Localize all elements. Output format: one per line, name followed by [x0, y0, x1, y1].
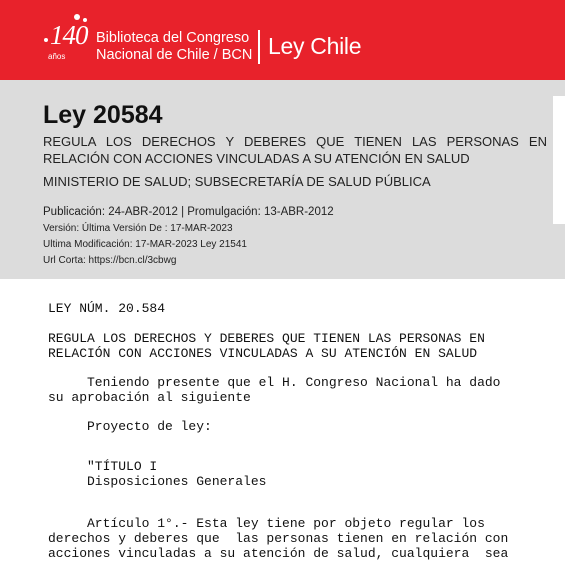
article-line: derechos y deberes que las personas tienen en relación con	[48, 531, 509, 546]
short-url[interactable]: Url Corta: https://bcn.cl/3cbwg	[43, 255, 177, 266]
law-number: LEY NÚM. 20.584	[48, 301, 166, 316]
considering-line: su aprobación al siguiente	[48, 390, 251, 405]
anniversary-suffix: años	[48, 52, 66, 61]
bcn-140-logo[interactable]	[44, 14, 88, 66]
organization-name[interactable]	[96, 30, 252, 64]
side-tab[interactable]	[553, 96, 565, 224]
law-heading-line: RELACIÓN CON ACCIONES VINCULADAS A SU ATENCIÓN EN SALUD	[48, 346, 478, 361]
ministry: MINISTERIO DE SALUD; SUBSECRETARÍA DE SALUD PÚBLICA	[43, 174, 431, 189]
last-modified: Ultima Modificación: 17-MAR-2023 Ley 21541	[43, 239, 247, 250]
project-label: Proyecto de ley:	[48, 419, 212, 434]
version-info: Versión: Última Versión De : 17-MAR-2023	[43, 223, 233, 234]
top-banner	[0, 0, 565, 80]
law-title: Ley 20584	[43, 101, 163, 129]
article-line: acciones vinculadas a su atención de salud, cualquiera sea	[48, 546, 509, 561]
anniversary-number: 140	[50, 20, 88, 50]
considering-line: Teniendo presente que el H. Congreso Nacional ha dado	[48, 375, 501, 390]
title-heading: "TÍTULO I	[48, 459, 158, 474]
title-name: Disposiciones Generales	[48, 474, 267, 489]
ley-chile-brand[interactable]: Ley Chile	[268, 33, 362, 59]
org-name-line2: Nacional de Chile / BCN	[96, 47, 253, 63]
logo-divider	[258, 30, 260, 64]
law-subtitle: REGULA LOS DERECHOS Y DEBERES QUE TIENEN LAS PERSONAS EN RELACIÓN CON ACCIONES VINCULADAS A SU ATENCIÓN EN SALUD	[43, 134, 547, 166]
law-heading-line: REGULA LOS DERECHOS Y DEBERES QUE TIENEN LAS PERSONAS EN	[48, 331, 485, 346]
article-line: Artículo 1°.- Esta ley tiene por objeto regular los	[48, 516, 485, 531]
publication-dates: Publicación: 24-ABR-2012 | Promulgación: 13-ABR-2012	[43, 206, 334, 218]
org-name-line1: Biblioteca del Congreso	[96, 30, 250, 46]
logo-dot	[44, 38, 48, 42]
